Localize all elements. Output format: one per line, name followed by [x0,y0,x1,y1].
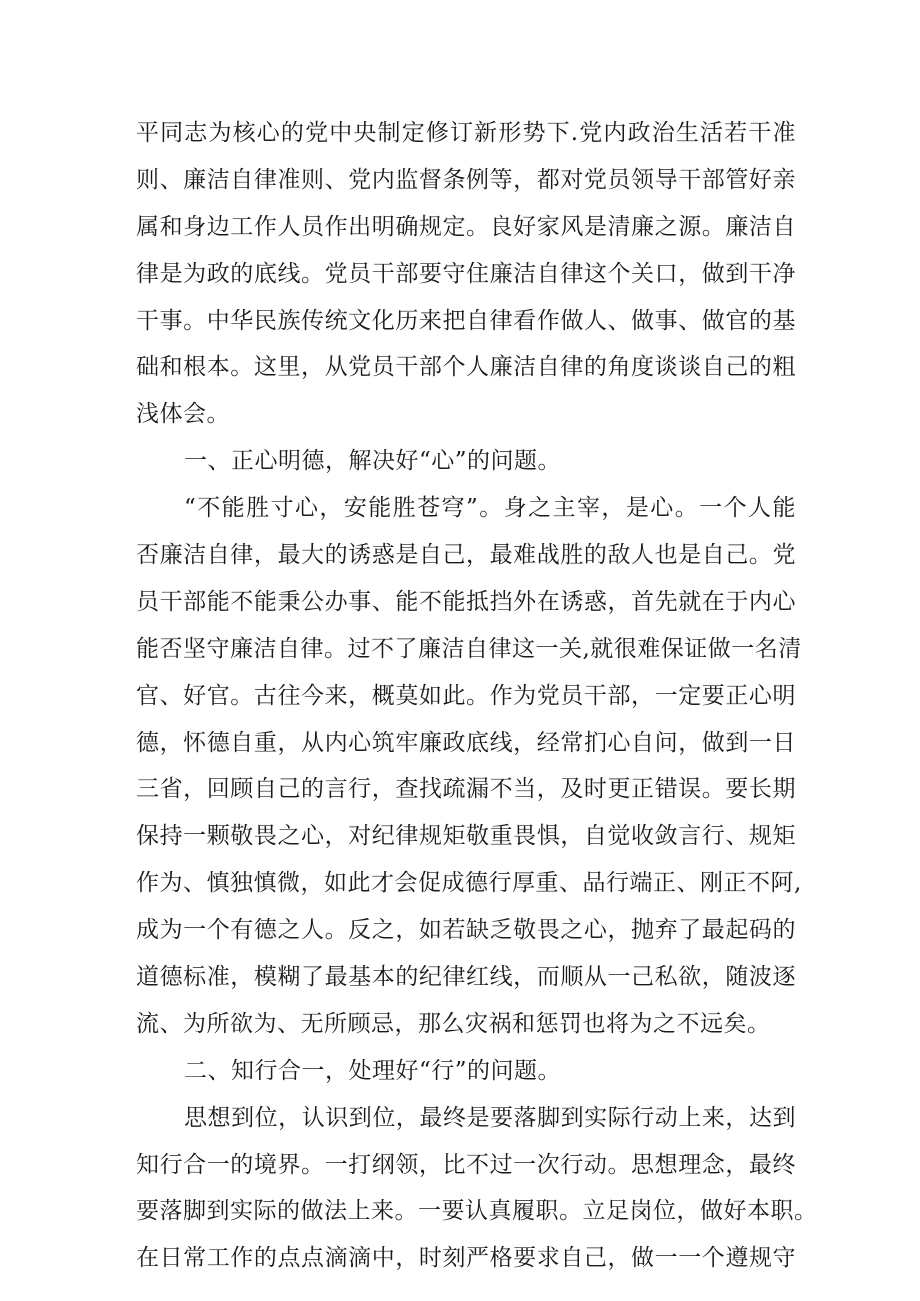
text-line: 否廉洁自律，最大的诱惑是自己，最难战胜的敌人也是自己。党 [136,542,796,569]
text-line: 道德标准，模糊了最基本的纪律红线，而顺从一己私欲，随波逐 [136,964,796,991]
section-heading-1: 一、正心明德，解决好“心”的问题。 [184,448,562,475]
text-line: 属和身边工作人员作出明确规定。良好家风是清廉之源。廉洁自 [136,213,796,240]
text-line: 要落脚到实际的做法上来。一要认真履职。立足岗位，做好本职。 [136,1198,818,1225]
text-line: 干事。中华民族传统文化历来把自律看作做人、做事、做官的基 [136,307,796,334]
text-line: 官、好官。古往今来，概莫如此。作为党员干部，一定要正心明 [136,682,796,709]
text-line: 能否坚守廉洁自律。过不了廉洁自律这一关,就很难保证做一名清 [136,635,802,662]
text-line: 德，怀德自重，从内心筑牢廉政底线，经常扪心自问，做到一日 [136,729,796,756]
text-line: 平同志为核心的党中央制定修订新形势下.党内政治生活若干准 [136,120,796,146]
document-body [136,110,818,1282]
text-line: 思想到位，认识到位，最终是要落脚到实际行动上来，达到 [184,1104,796,1131]
text-line: 则、廉洁自律准则、党内监督条例等，都对党员领导干部管好亲 [136,166,796,193]
text-line: 础和根本。这里，从党员干部个人廉洁自律的角度谈谈自己的粗 [136,354,796,381]
section-heading-2: 二、知行合一，处理好“行”的问题。 [184,1057,562,1084]
text-line: 律是为政的底线。党员干部要守住廉洁自律这个关口，做到干净 [136,260,796,287]
text-line: 浅体会。 [136,401,230,428]
text-line: 作为、慎独慎微，如此才会促成德行厚重、品行端正、刚正不阿, [136,870,802,897]
text-line: “不能胜寸心，安能胜苍穹”。身之主宰，是心。一个人能 [184,495,796,522]
text-line: 在日常工作的点点滴滴中，时刻严格要求自己，做一一个遵规守 [136,1245,796,1272]
text-line: 知行合一的境界。一打纲领，比不过一次行动。思想理念，最终 [136,1151,796,1178]
text-line: 成为一个有德之人。反之，如若缺乏敬畏之心，抛弃了最起码的 [136,917,796,944]
text-line: 三省，回顾自己的言行，查找疏漏不当，及时更正错误。要长期 [136,776,796,803]
text-line: 员干部能不能秉公办事、能不能抵挡外在诱惑，首先就在于内心 [136,588,796,615]
text-line: 流、为所欲为、无所顾忌，那么灾祸和惩罚也将为之不远矣。 [136,1010,771,1037]
text-line: 保持一颗敬畏之心，对纪律规矩敬重畏惧，自觉收敛言行、规矩 [136,823,796,850]
